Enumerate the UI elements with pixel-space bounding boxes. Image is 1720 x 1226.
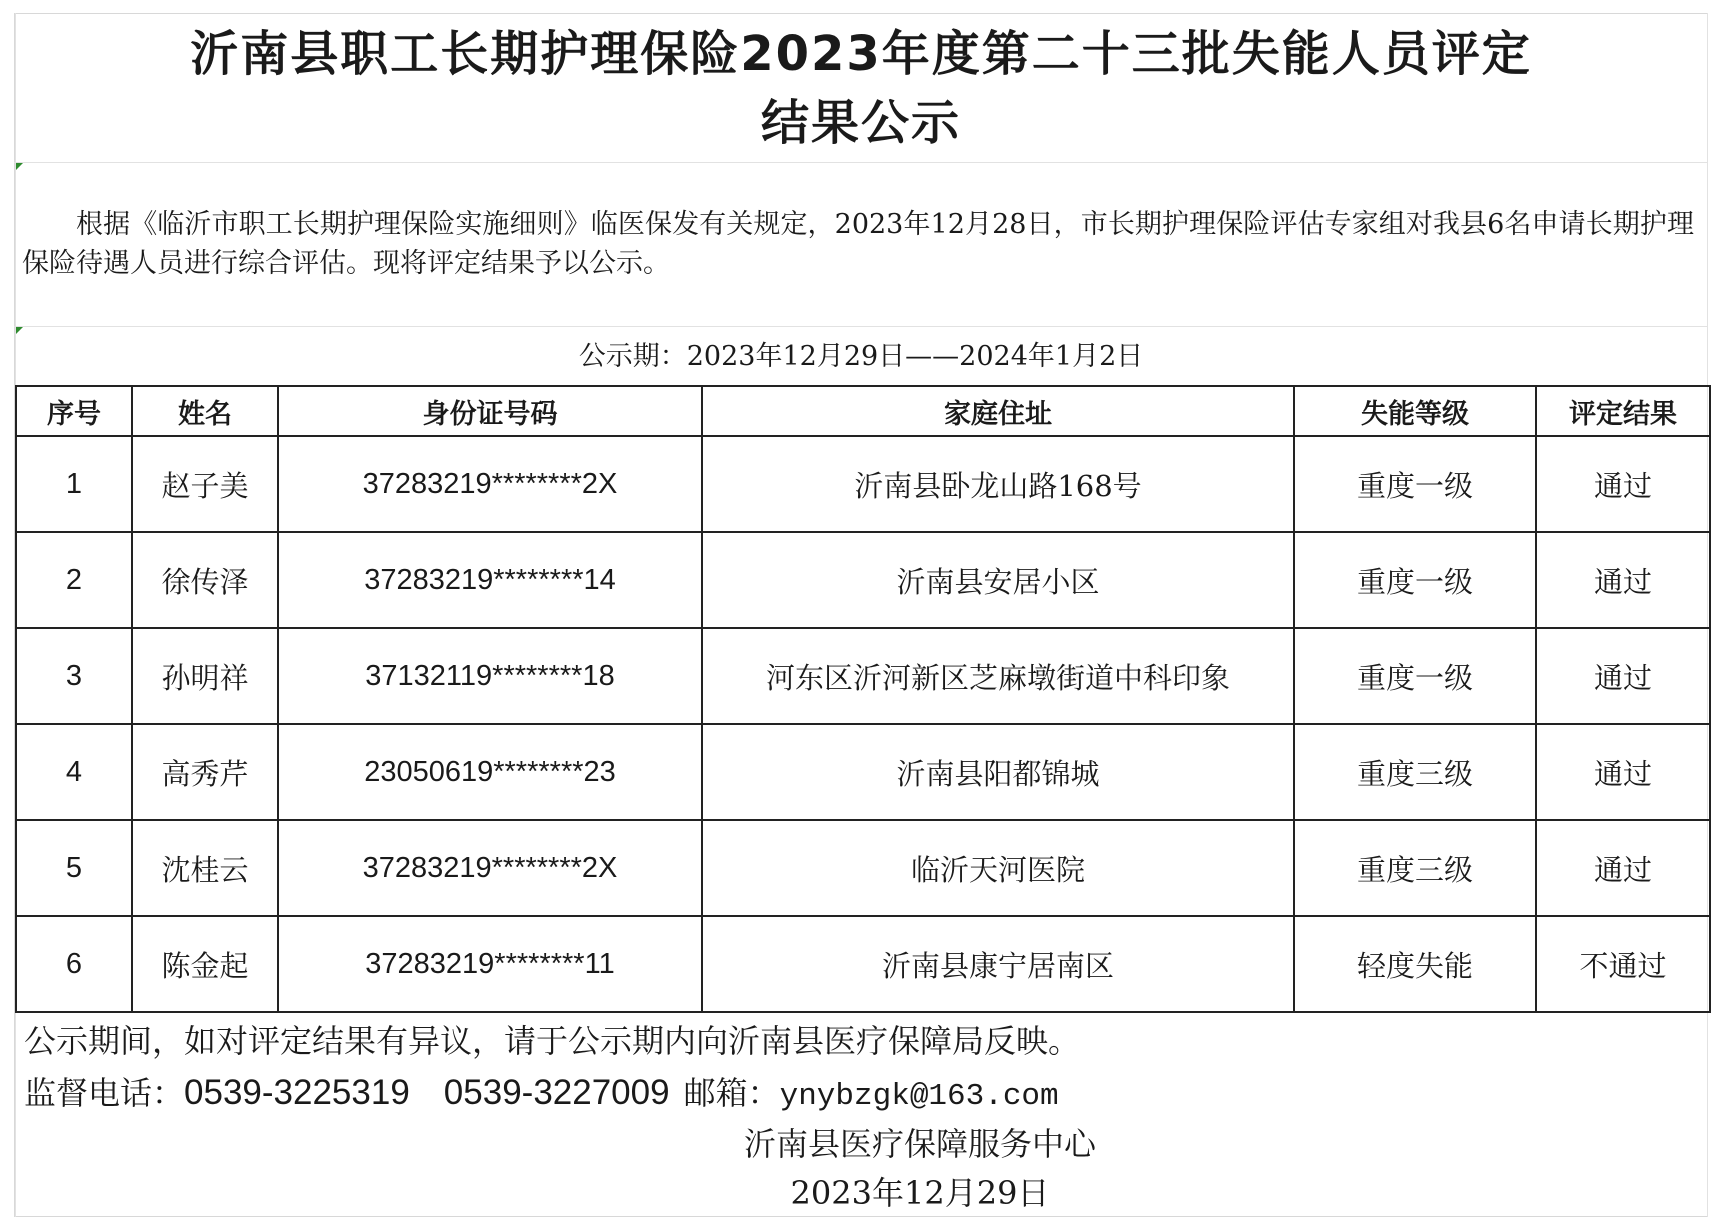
cell-address: 沂南县阳都锦城 [702,724,1294,820]
cell-id-number: 23050619********23 [278,724,702,820]
header-disability-level: 失能等级 [1294,386,1536,436]
header-seq: 序号 [16,386,132,436]
header-result: 评定结果 [1536,386,1710,436]
table-row [16,820,1710,916]
table-row [16,916,1710,1012]
objection-note: 公示期间，如对评定结果有异议，请于公示期内向沂南县医疗保障局反映。 [24,1022,1081,1060]
cell-id-number: 37283219********2X [278,820,702,916]
contact-line [24,1070,1059,1120]
cell-name: 徐传泽 [132,532,278,628]
cell-name: 孙明祥 [132,628,278,724]
issuer-name: 沂南县医疗保障服务中心 [743,1125,1096,1163]
cell-id-number: 37283219********11 [278,916,702,1012]
email-address: ynybzgk@163.com [779,1079,1059,1114]
cell-id-number: 37283219********2X [278,436,702,532]
intro-paragraph: 根据《临沂市职工长期护理保险实施细则》临医保发有关规定，2023年12月28日，市长期护理保险评估专家组对我县6名申请长期护理保险待遇人员进行综合评估。现将评定结果予以公示。 [22,209,1694,279]
sheet-gridline [14,326,1708,327]
cell-disability-level: 重度一级 [1294,628,1536,724]
cell-name: 沈桂云 [132,820,278,916]
cell-result: 通过 [1536,436,1710,532]
cell-result: 通过 [1536,724,1710,820]
cell-disability-level: 重度一级 [1294,436,1536,532]
cell-address: 河东区沂河新区芝麻墩街道中科印象 [702,628,1294,724]
cell-result: 不通过 [1536,916,1710,1012]
cell-result: 通过 [1536,628,1710,724]
cell-result: 通过 [1536,532,1710,628]
cell-disability-level: 重度三级 [1294,820,1536,916]
cell-name: 陈金起 [132,916,278,1012]
header-address: 家庭住址 [702,386,1294,436]
page-title: 沂南县职工长期护理保险2023年度第二十三批失能人员评定 [190,26,1532,82]
phone-label: 监督电话： [24,1074,185,1112]
cell-seq: 4 [16,724,132,820]
table-row [16,532,1710,628]
cell-id-number: 37132119********18 [278,628,702,724]
header-name: 姓名 [132,386,278,436]
phone-number-1: 0539-3225319 [184,1073,410,1112]
cell-name: 赵子美 [132,436,278,532]
header-id-number: 身份证号码 [278,386,702,436]
cell-result: 通过 [1536,820,1710,916]
cell-address: 沂南县康宁居南区 [702,916,1294,1012]
cell-address: 沂南县安居小区 [702,532,1294,628]
publicity-period: 公示期：2023年12月29日——2024年1月2日 [578,341,1144,372]
table-row [16,724,1710,820]
cell-id-number: 37283219********14 [278,532,702,628]
email-label: 邮箱： [683,1074,780,1112]
cell-seq: 3 [16,628,132,724]
results-table [15,385,1711,1013]
cell-disability-level: 轻度失能 [1294,916,1536,1012]
table-header-row [16,386,1710,436]
cell-comment-marker[interactable] [16,327,23,334]
cell-address: 沂南县卧龙山路168号 [702,436,1294,532]
cell-seq: 6 [16,916,132,1012]
cell-address: 临沂天河医院 [702,820,1294,916]
table-row [16,436,1710,532]
sheet-gridline [14,162,1708,163]
table-row [16,628,1710,724]
cell-disability-level: 重度三级 [1294,724,1536,820]
cell-disability-level: 重度一级 [1294,532,1536,628]
page-title-line2: 结果公示 [760,95,961,151]
cell-seq: 5 [16,820,132,916]
cell-seq: 2 [16,532,132,628]
cell-seq: 1 [16,436,132,532]
cell-name: 高秀芹 [132,724,278,820]
cell-comment-marker[interactable] [16,163,23,170]
phone-number-2: 0539-3227009 [443,1073,670,1112]
issue-date: 2023年12月29日 [790,1174,1050,1212]
